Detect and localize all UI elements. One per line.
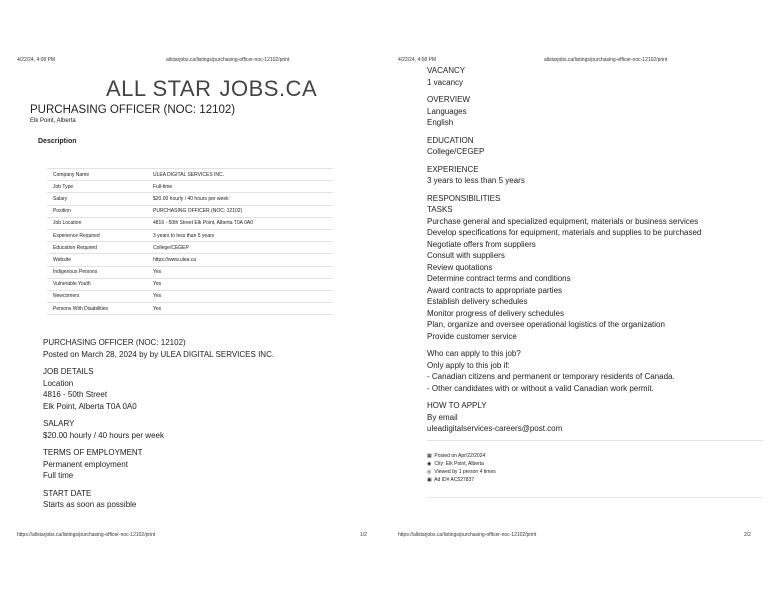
posted-line: Posted on March 28, 2024 by by ULEA DIGITAL SERVICES INC. bbox=[43, 349, 275, 359]
detail-label: Persons With Disabilities bbox=[47, 303, 147, 315]
task-item: Award contracts to appropriate parties bbox=[427, 285, 563, 295]
print-datetime: 4/22/24, 4:08 PM bbox=[17, 57, 56, 63]
allstarjobs-logo[interactable] bbox=[106, 74, 318, 104]
table-row bbox=[47, 217, 333, 229]
location-label: Location bbox=[43, 378, 74, 388]
job-body-continued bbox=[427, 65, 701, 435]
task-item: Establish delivery schedules bbox=[427, 297, 528, 306]
apply-method: By email bbox=[427, 412, 458, 422]
detail-label: Newcomers bbox=[47, 290, 147, 302]
detail-label: Education Required bbox=[47, 242, 147, 254]
logo-text-right: JOBS.CA bbox=[219, 76, 318, 101]
table-row bbox=[47, 229, 333, 241]
print-url-header: allstarjobs.ca/listings/purchasing-officer-noc-12102/print bbox=[544, 57, 668, 63]
start-date-value: Starts as soon as possible bbox=[43, 500, 137, 509]
salary-value: $20.00 hourly / 40 hours per week bbox=[43, 430, 164, 440]
detail-value: $20.00 hourly / 40 hours per week bbox=[147, 193, 333, 205]
id-card-icon: ▣ bbox=[427, 477, 432, 483]
how-to-apply-heading: HOW TO APPLY bbox=[427, 401, 487, 410]
page-number: 1/2 bbox=[360, 532, 367, 538]
detail-label: Position bbox=[47, 205, 147, 217]
table-row bbox=[47, 278, 333, 290]
detail-value: Yes bbox=[147, 290, 333, 302]
task-item: Consult with suppliers bbox=[427, 251, 505, 260]
detail-value: Yes bbox=[147, 266, 333, 278]
languages-label: Languages bbox=[427, 106, 467, 116]
job-details-table bbox=[47, 168, 333, 315]
print-datetime: 4/22/24, 4:08 PM bbox=[398, 57, 437, 63]
task-list bbox=[427, 216, 701, 343]
detail-value: 3 years to less than 5 years bbox=[147, 229, 333, 241]
table-row bbox=[47, 254, 333, 266]
divider bbox=[427, 440, 763, 441]
detail-label: Experience Required bbox=[47, 229, 147, 241]
apply-email-link[interactable]: uleadigitalservices-careers@post.com bbox=[427, 424, 563, 433]
detail-label: Job Type bbox=[47, 181, 147, 193]
detail-value: ULEA DIGITAL SERVICES INC. bbox=[147, 169, 333, 181]
detail-label: Salary bbox=[47, 193, 147, 205]
languages-value: English bbox=[427, 118, 454, 127]
meta-posted: Posted on Apr/22/2024 bbox=[434, 453, 486, 459]
address-line-2: Elk Point, Alberta T0A 0A0 bbox=[43, 401, 137, 411]
terms-heading: TERMS OF EMPLOYMENT bbox=[43, 448, 143, 457]
meta-ad-id: Ad ID# AC527837 bbox=[434, 477, 475, 483]
task-item: Determine contract terms and conditions bbox=[427, 274, 571, 283]
job-location: Elk Point, Alberta bbox=[30, 118, 76, 124]
body-title: PURCHASING OFFICER (NOC: 12102) bbox=[43, 338, 186, 347]
table-row bbox=[47, 290, 333, 302]
table-row bbox=[47, 169, 333, 181]
address-line-1: 4816 - 50th Street bbox=[43, 390, 108, 399]
task-item: Purchase general and specialized equipment, materials or business services bbox=[427, 216, 699, 226]
print-url-header: allstarjobs.ca/listings/purchasing-officer-noc-12102/print bbox=[166, 57, 290, 63]
task-item: Provide customer service bbox=[427, 331, 517, 341]
table-row bbox=[47, 181, 333, 193]
map-pin-icon: ◉ bbox=[427, 461, 432, 467]
divider bbox=[427, 497, 763, 498]
education-heading: EDUCATION bbox=[427, 135, 474, 145]
experience-value: 3 years to less than 5 years bbox=[427, 176, 525, 185]
detail-label: Company Name bbox=[47, 169, 147, 181]
table-row bbox=[47, 205, 333, 217]
start-date-heading: START DATE bbox=[43, 488, 92, 498]
meta-views: Viewed by 1 person 4 times bbox=[434, 469, 496, 475]
who-can-apply-heading: Who can apply to this job? bbox=[427, 349, 521, 358]
logo-text-left: ALL STAR bbox=[106, 76, 212, 101]
vacancy-value: 1 vacancy bbox=[427, 77, 464, 87]
tasks-heading: TASKS bbox=[427, 205, 453, 214]
table-row bbox=[47, 242, 333, 254]
only-apply-line: Only apply to this job if: bbox=[427, 360, 510, 370]
experience-heading: EXPERIENCE bbox=[427, 164, 479, 174]
task-item: Review quotations bbox=[427, 262, 493, 272]
detail-label: Vulnerable Youth bbox=[47, 278, 147, 290]
detail-label: Website bbox=[47, 254, 147, 266]
detail-value[interactable]: https://www.ulea.ca bbox=[147, 254, 333, 266]
task-item: Monitor progress of delivery schedules bbox=[427, 308, 564, 318]
detail-value: Yes bbox=[147, 278, 333, 290]
description-heading: Description bbox=[38, 138, 77, 145]
task-item: Develop specifications for equipment, materials and supplies to be purchased bbox=[427, 228, 702, 237]
job-details-heading: JOB DETAILS bbox=[43, 367, 94, 376]
education-value: College/CEGEP bbox=[427, 147, 485, 156]
detail-value: College/CEGEP bbox=[147, 242, 333, 254]
task-item: Plan, organize and oversee operational logistics of the organization bbox=[427, 320, 665, 329]
table-row bbox=[47, 193, 333, 205]
detail-value: 4816 - 50th Street Elk Point, Alberta T0A 0A0 bbox=[147, 217, 333, 229]
detail-label: Job Location bbox=[47, 217, 147, 229]
condition-1: - Canadian citizens and permanent or temporary residents of Canada. bbox=[427, 372, 675, 381]
table-row bbox=[47, 303, 333, 315]
detail-value: PURCHASING OFFICER (NOC: 12102) bbox=[147, 205, 333, 217]
detail-value: Yes bbox=[147, 303, 333, 315]
page-title: PURCHASING OFFICER (NOC: 12102) bbox=[30, 104, 236, 116]
responsibilities-heading: RESPONSIBILITIES bbox=[427, 193, 501, 203]
job-body bbox=[43, 337, 274, 511]
detail-value: Full-time bbox=[147, 181, 333, 193]
eye-icon: ◎ bbox=[427, 469, 432, 475]
calendar-icon: ▦ bbox=[427, 453, 432, 459]
task-item: Negotiate offers from suppliers bbox=[427, 239, 536, 249]
terms-value-2: Full time bbox=[43, 471, 74, 480]
terms-value-1: Permanent employment bbox=[43, 459, 128, 469]
print-url-footer: https://allstarjobs.ca/listings/purchasing-officer-noc-12102/print bbox=[398, 532, 537, 538]
detail-label: Indigenous Persons bbox=[47, 266, 147, 278]
print-url-footer: https://allstarjobs.ca/listings/purchasing-officer-noc-12102/print bbox=[17, 532, 156, 538]
listing-meta bbox=[427, 452, 496, 484]
meta-city: City: Elk Point, Alberta bbox=[434, 461, 484, 467]
table-row bbox=[47, 266, 333, 278]
salary-heading: SALARY bbox=[43, 419, 75, 428]
vacancy-heading: VACANCY bbox=[427, 66, 466, 75]
page-number: 2/2 bbox=[744, 532, 751, 538]
overview-heading: OVERVIEW bbox=[427, 95, 470, 104]
condition-2: - Other candidates with or without a valid Canadian work permit. bbox=[427, 383, 654, 393]
